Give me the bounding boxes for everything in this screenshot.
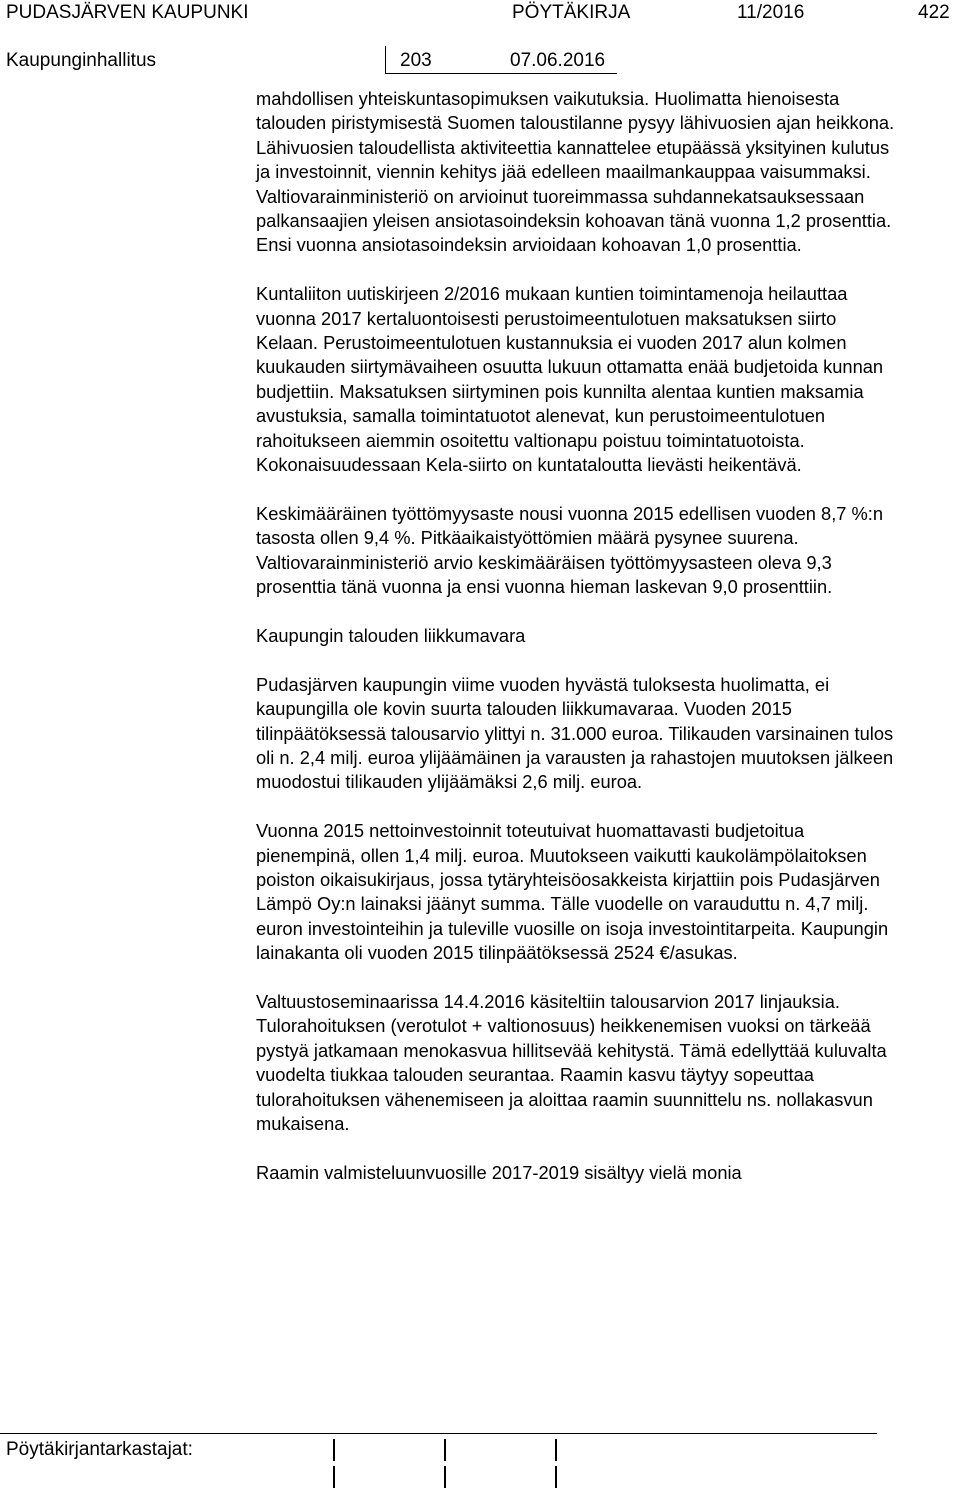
section-underline [385, 73, 617, 74]
organization-name: PUDASJÄRVEN KAUPUNKI [6, 2, 249, 23]
section-number: 203 [400, 50, 432, 71]
meeting-date: 07.06.2016 [510, 50, 606, 71]
document-body [256, 87, 896, 1185]
signature-line-2b [444, 1466, 446, 1488]
paragraph-kela-transfer: Kuntaliiton uutiskirjeen 2/2016 mukaan kuntien toimintamenoja heilauttaa vuonna 2017 kertaluontoisesti perustoimeentulotuen maksatuksen siirto Kelaan. Perustoimeentulotuen kustannuksia ei vuoden 2017 alun kolmen kuukauden siirtymävaiheen osuutta lukuun ottamatta enää budjetoida kunnan budjettiin. Maksatuksen siirtyminen pois kunnilta alentaa kuntien maksamia avustuksia, samalla toimintatuotot alenevat, kun perustoimeentulotuen rahoitukseen aiemmin osoitettu valtionapu poistuu toimintatuotoista. Kokonaisuudessaan Kela-siirto on kuntataloutta lievästi heikentävä. [256, 283, 884, 476]
signature-line-1b [333, 1466, 335, 1488]
footer-divider [0, 1433, 877, 1434]
document-number: 11/2016 [737, 2, 805, 23]
signature-line-2a [444, 1439, 446, 1461]
paragraph-economy-outlook: mahdollisen yhteiskuntasopimuksen vaikutuksia. Huolimatta hienoisesta talouden piristymisestä Suomen taloustilanne pysyy lähivuosien ajan heikkona. Lähivuosien taloudellista aktiviteettia kannattelee etupäässä yksityinen kulutus ja investoinnit, viennin kehitys jää edelleen maailmankauppaa vaisummaksi. Valtiovarainministeriö on arvioinut tuoreimmassa suhdannekatsauksessaan palkansaajien yleisen ansiotasoindeksin kohoavan tänä vuonna 1,2 prosenttia. Ensi vuonna ansiotasoindeksin arvioidaan kohoavan 1,0 prosenttia. [256, 88, 895, 256]
minutes-inspectors-label: Pöytäkirjantarkastajat: [6, 1439, 193, 1460]
section-marker-line [385, 46, 386, 73]
subheading-financial-leeway: Kaupungin talouden liikkumavara [256, 624, 526, 646]
paragraph-unemployment: Keskimääräinen työttömyysaste nousi vuonna 2015 edellisen vuoden 8,7 %:n tasosta ollen 9,4 %. Pitkäaikaistyöttömien määrä pysynee suurena. Valtiovarainministeriö arvio keskimääräisen työttömyysasteen oleva 9,3 prosenttia tänä vuonna ja ensi vuonna hieman laskevan 9,0 prosenttiin. [256, 502, 884, 598]
paragraph-investments: Vuonna 2015 nettoinvestoinnit toteutuivat huomattavasti budjetoitua pienempinä, ollen 1,4 milj. euroa. Muutokseen vaikutti kaukolämpölaitoksen poiston oikaisukirjaus, jossa tytäryhteisöosakkeista kirjattiin pois Pudasjärven Lämpö Oy:n lainaksi jäänyt summa. Tälle vuodelle on varauduttu n. 4,7 milj. euron investointeihin ja tuleville vuosille on isoja investointitarpeita. Kaupungin lainakanta oli vuoden 2015 tilinpäätöksessä 2524 €/asukas. [256, 820, 889, 964]
document-type: PÖYTÄKIRJA [512, 2, 631, 23]
paragraph-framework-preparation: Raamin valmisteluunvuosille 2017-2019 sisältyy vielä monia [256, 1161, 742, 1183]
signature-line-3a [555, 1439, 557, 1461]
signature-line-3b [555, 1466, 557, 1488]
paragraph-financial-result: Pudasjärven kaupungin viime vuoden hyvästä tuloksesta huolimatta, ei kaupungilla ole kovin suurta talouden liikkumavaraa. Vuoden 2015 tilinpäätöksessä talousarvio ylittyi n. 31.000 euroa. Tilikauden varsinainen tulos oli n. 2,4 milj. euroa ylijäämäinen ja varausten ja rahastojen muutoksen jälkeen muodostui tilikauden ylijäämäksi 2,6 milj. euroa. [256, 673, 894, 793]
governing-body-name: Kaupunginhallitus [6, 50, 157, 71]
signature-line-1a [333, 1439, 335, 1461]
paragraph-budget-seminar: Valtuustoseminaarissa 14.4.2016 käsiteltiin talousarvion 2017 linjauksia. Tulorahoituksen (verotulot + valtionosuus) heikkenemisen vuoksi on tärkeää pystyä jatkamaan menokasvua hillitsevää kehitystä. Tämä edellyttää kuluvalta vuodelta tiukkaa talouden seurantaa. Raamin kasvu täytyy sopeuttaa tulorahoituksen vähenemiseen ja aloittaa raamin suunnittelu ns. nollakasvun mukaisena. [256, 990, 887, 1134]
page-number: 422 [918, 2, 950, 23]
